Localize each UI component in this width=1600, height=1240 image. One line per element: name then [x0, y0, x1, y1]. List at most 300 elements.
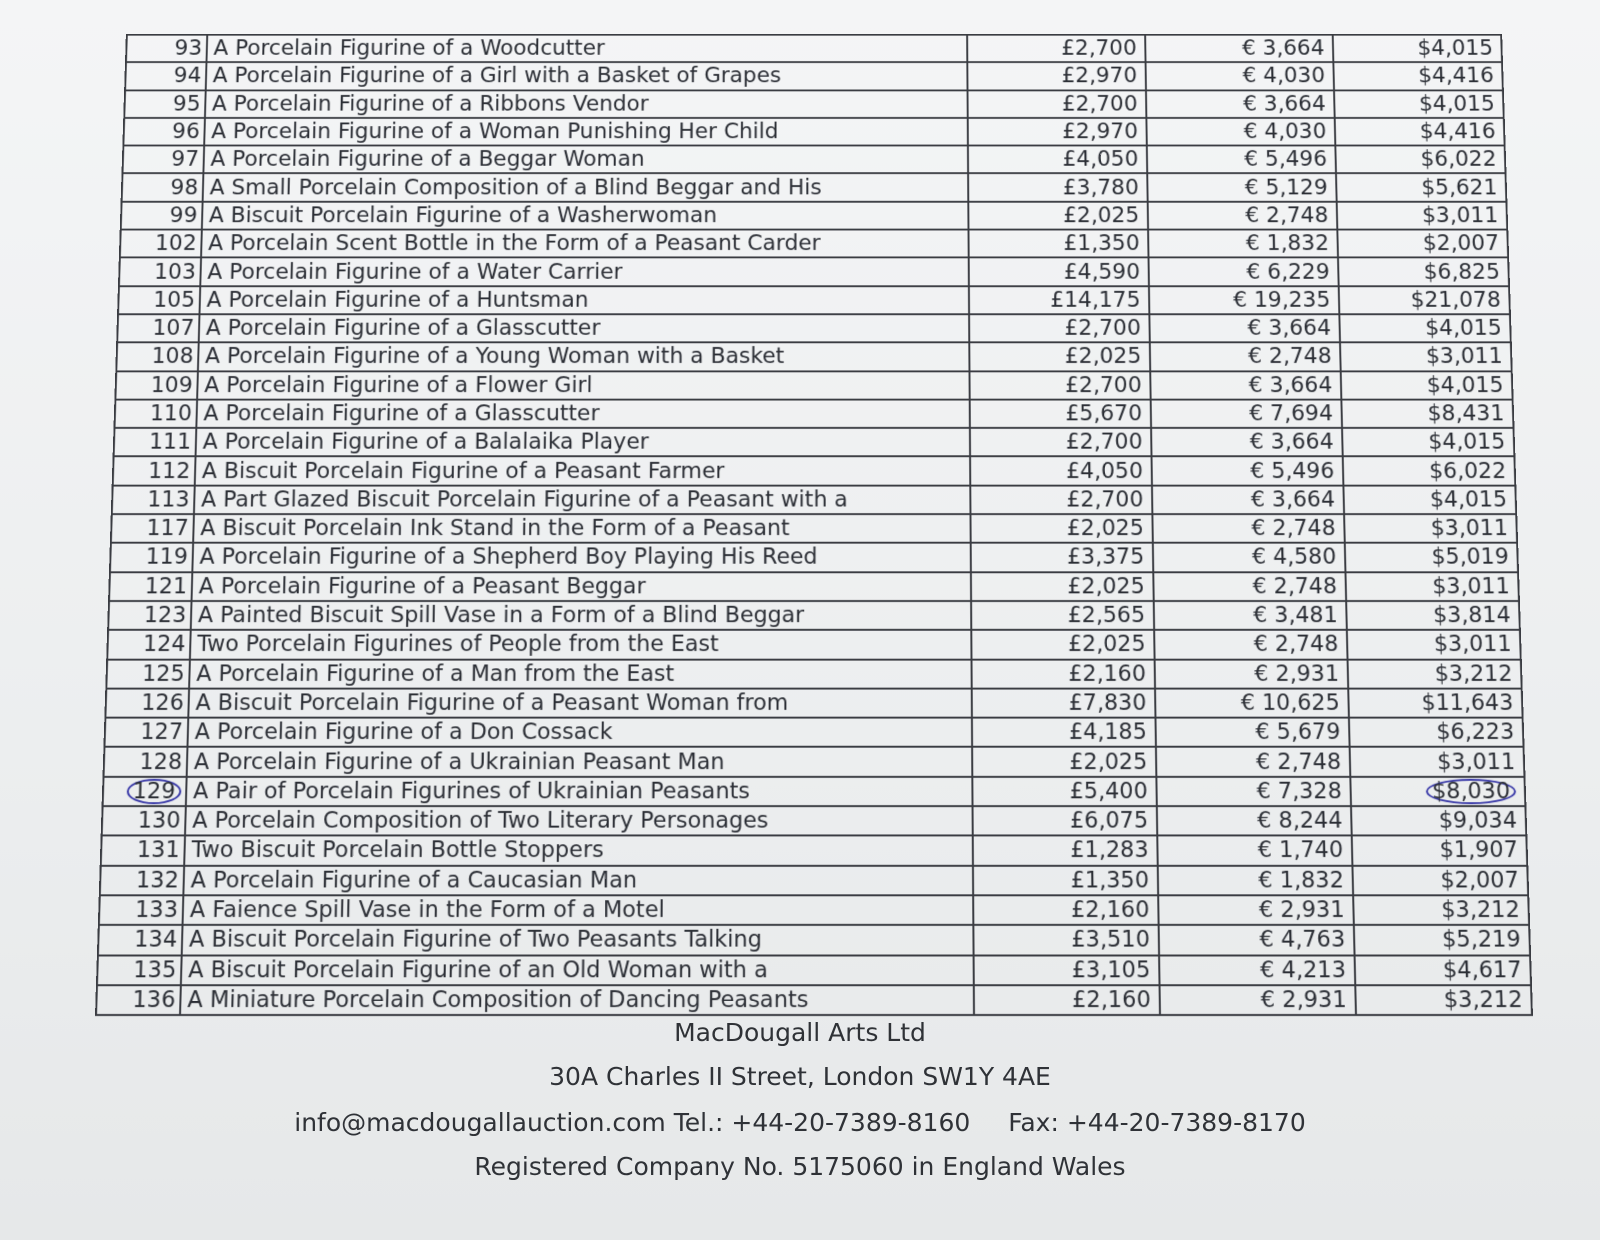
lot-description [180, 985, 974, 1015]
lot-number [115, 371, 198, 399]
price-gbp [970, 428, 1152, 457]
price-usd [1335, 118, 1505, 146]
table-row [124, 90, 1504, 118]
lot-description-text: A Porcelain Figurine of a Ukrainian Peasant Man [193, 749, 725, 775]
price-usd-text: $4,015 [1417, 36, 1494, 61]
lot-description [188, 688, 972, 717]
price-usd-text: $3,011 [1430, 516, 1509, 541]
lot-description [187, 747, 973, 776]
table-row [102, 806, 1527, 836]
lot-description-text: A Painted Biscuit Spill Vase in a Form of a Blind Beggar [197, 603, 805, 628]
price-usd-text: $1,907 [1439, 837, 1519, 864]
price-eur-text: € 4,030 [1243, 119, 1327, 144]
price-usd [1336, 174, 1506, 202]
price-eur-text: € 5,679 [1255, 719, 1341, 746]
price-eur-text: € 10,625 [1240, 690, 1340, 716]
price-gbp-text: £2,970 [1062, 119, 1139, 144]
price-eur [1155, 718, 1349, 747]
price-gbp-text: £3,375 [1066, 545, 1145, 570]
lot-description-text: A Part Glazed Biscuit Porcelain Figurine of a Peasant with a [200, 487, 848, 513]
price-gbp-text: £2,025 [1067, 632, 1146, 658]
price-gbp [972, 777, 1156, 807]
table-row [98, 925, 1530, 955]
lot-number [124, 90, 205, 118]
price-eur [1155, 659, 1349, 688]
lot-number [119, 258, 201, 286]
price-usd [1334, 90, 1504, 118]
lot-number-text: 109 [150, 372, 193, 398]
price-usd-text: $8,431 [1427, 401, 1505, 426]
price-gbp [971, 659, 1155, 688]
price-usd [1354, 925, 1530, 955]
table-row [125, 62, 1503, 90]
price-usd-text: $4,617 [1442, 957, 1522, 983]
price-eur-text: € 7,328 [1256, 778, 1343, 805]
price-usd-text: $3,011 [1432, 573, 1511, 599]
price-eur-text: € 2,748 [1245, 203, 1329, 228]
table-row [109, 572, 1519, 601]
price-usd-text: $3,814 [1432, 603, 1511, 628]
lot-number [107, 630, 190, 659]
price-eur-text: € 3,664 [1250, 487, 1336, 513]
price-eur [1155, 688, 1349, 717]
price-usd [1345, 572, 1518, 601]
lot-number-text: 133 [134, 897, 179, 923]
price-usd [1348, 659, 1522, 688]
lot-description [206, 35, 967, 63]
lot-number [106, 659, 190, 688]
price-gbp [973, 925, 1159, 955]
price-gbp-text: £2,700 [1061, 36, 1137, 61]
lot-description [195, 457, 971, 486]
price-gbp [968, 174, 1148, 202]
lot-description [196, 399, 970, 428]
lot-number [105, 688, 189, 717]
lot-number [121, 202, 203, 230]
price-usd [1339, 314, 1510, 342]
price-eur-text: € 3,664 [1241, 36, 1325, 61]
lot-description-text: A Porcelain Figurine of a Glasscutter [203, 401, 600, 426]
price-usd [1352, 865, 1528, 895]
lot-description [192, 543, 971, 572]
price-usd [1351, 806, 1526, 836]
price-gbp [973, 865, 1158, 895]
price-gbp-text: £7,830 [1068, 690, 1147, 716]
price-gbp [972, 688, 1156, 717]
table-row [112, 485, 1516, 514]
lot-number-text: 96 [171, 119, 201, 144]
table-row [122, 174, 1507, 202]
lot-description-text: A Porcelain Figurine of a Ribbons Vendor [211, 92, 649, 116]
lot-number-text: 134 [133, 927, 178, 953]
email-tel: info@macdougallauction.com Tel.: +44-20-7389-8160 [294, 1108, 971, 1137]
lot-description-text: A Porcelain Figurine of a Woman Punishing Her Child [210, 119, 779, 144]
price-gbp [969, 286, 1149, 314]
price-usd-text: $21,078 [1410, 287, 1502, 313]
price-eur [1156, 747, 1350, 776]
price-usd-text: $3,212 [1443, 987, 1523, 1013]
price-eur-text: € 2,748 [1255, 749, 1342, 775]
lot-number-text: 124 [142, 632, 186, 658]
lot-number [114, 428, 197, 457]
table-row [107, 630, 1521, 659]
price-gbp-text: £2,025 [1069, 749, 1148, 775]
price-gbp-text: £2,025 [1067, 573, 1145, 599]
lot-number-text: 99 [169, 203, 198, 228]
price-usd [1333, 62, 1503, 90]
lot-description-text: A Biscuit Porcelain Figurine of a Peasant Farmer [201, 458, 725, 484]
price-eur [1147, 174, 1336, 202]
price-eur [1146, 62, 1334, 90]
lot-number-text: 95 [172, 92, 201, 116]
lot-description-text: A Miniature Porcelain Composition of Dancing Peasants [187, 987, 809, 1013]
price-gbp [974, 955, 1160, 985]
table-row [105, 688, 1522, 717]
price-eur-text: € 4,763 [1259, 927, 1346, 953]
lot-description-text: A Porcelain Figurine of a Young Woman with a Basket [204, 344, 785, 369]
price-gbp-text: £1,283 [1070, 837, 1149, 864]
price-usd-text: $4,015 [1418, 92, 1496, 116]
price-gbp [973, 895, 1158, 925]
price-eur [1151, 399, 1342, 428]
lot-number [111, 514, 194, 543]
price-gbp-text: £2,700 [1066, 487, 1144, 513]
lot-number [123, 118, 205, 146]
price-gbp [970, 485, 1152, 514]
lot-number-text: 103 [153, 259, 197, 284]
price-gbp-text: £5,670 [1065, 401, 1143, 426]
price-eur [1158, 895, 1354, 925]
lot-description-text: A Small Porcelain Composition of a Blind Beggar and His [209, 175, 822, 200]
table-row [108, 601, 1520, 630]
table-row [113, 457, 1516, 486]
lot-description [183, 865, 973, 895]
price-gbp-text: £2,025 [1063, 203, 1140, 228]
price-usd [1342, 428, 1514, 457]
table-row [117, 314, 1511, 342]
price-eur-text: € 3,664 [1248, 372, 1333, 398]
lot-description-text: A Porcelain Composition of Two Literary Personages [192, 808, 769, 834]
lot-description-text: A Biscuit Porcelain Figurine of an Old Woman with a [187, 957, 768, 983]
price-gbp-text: £4,050 [1062, 147, 1139, 172]
table-row [103, 777, 1526, 807]
price-usd [1352, 836, 1528, 866]
price-eur-text: € 2,748 [1252, 573, 1338, 599]
price-usd [1344, 514, 1517, 543]
price-gbp-text: £2,700 [1064, 316, 1142, 341]
price-gbp-text: £4,185 [1068, 719, 1147, 746]
price-eur-text: € 19,235 [1232, 287, 1331, 313]
price-gbp [970, 457, 1152, 486]
price-usd-text: $3,212 [1434, 661, 1513, 687]
price-gbp [973, 836, 1158, 866]
price-usd [1339, 286, 1510, 314]
price-eur [1150, 371, 1341, 399]
price-gbp [971, 543, 1154, 572]
price-usd [1349, 718, 1524, 747]
price-gbp-text: £2,565 [1067, 603, 1146, 628]
fax-number: Fax: +44-20-7389-8170 [1008, 1108, 1306, 1137]
price-gbp [967, 62, 1146, 90]
price-usd [1337, 230, 1508, 258]
price-usd [1346, 601, 1520, 630]
lot-description [200, 258, 969, 286]
lot-number [104, 718, 188, 747]
lot-number-text: 119 [145, 545, 189, 570]
table-row [118, 286, 1510, 314]
lot-description [182, 925, 974, 955]
lot-description [186, 777, 973, 807]
table-row [120, 230, 1508, 258]
price-gbp [967, 35, 1145, 63]
price-usd-text: $3,011 [1433, 632, 1512, 658]
lot-description-text: A Pair of Porcelain Figurines of Ukrainian Peasants [192, 778, 750, 805]
price-usd-text: $6,825 [1423, 259, 1501, 284]
price-gbp-text: £2,700 [1065, 430, 1143, 455]
price-eur-text: € 2,748 [1247, 344, 1332, 369]
price-usd-text: $6,022 [1428, 458, 1507, 484]
lot-number [118, 286, 200, 314]
contact-line [0, 1108, 1600, 1137]
price-gbp-text: £5,400 [1069, 778, 1148, 805]
lot-number [103, 777, 187, 807]
lot-description-text: A Porcelain Figurine of a Flower Girl [203, 372, 593, 398]
lot-number [125, 62, 206, 90]
price-eur-text: € 5,129 [1244, 175, 1328, 200]
price-eur [1148, 202, 1338, 230]
lot-number-text: 127 [140, 719, 184, 746]
table-row [121, 202, 1508, 230]
price-eur [1149, 314, 1340, 342]
lot-description [206, 62, 968, 90]
price-gbp-text: £2,025 [1066, 516, 1144, 541]
lot-description-text: A Porcelain Scent Bottle in the Form of a Peasant Carder [207, 231, 821, 256]
price-gbp-text: £4,050 [1065, 458, 1144, 484]
price-gbp [969, 371, 1150, 399]
lot-number [117, 314, 199, 342]
price-usd-text: $3,011 [1421, 203, 1499, 228]
price-eur [1152, 485, 1344, 514]
registration-line: Registered Company No. 5175060 in England Wales [474, 1152, 1126, 1181]
lot-description [189, 659, 972, 688]
lot-number [108, 601, 191, 630]
price-usd [1337, 202, 1508, 230]
table-row [116, 343, 1511, 371]
price-gbp-text: £6,075 [1069, 808, 1149, 834]
lot-number-text: 126 [141, 690, 185, 716]
lot-number [114, 399, 197, 428]
price-eur [1146, 118, 1335, 146]
price-usd-text: $4,015 [1429, 487, 1508, 513]
price-gbp-text: £2,160 [1070, 897, 1150, 923]
price-gbp [972, 718, 1156, 747]
lot-description [194, 485, 971, 514]
lot-number [96, 985, 181, 1015]
lot-number [109, 572, 192, 601]
table-row [104, 718, 1523, 747]
lot-number [122, 174, 204, 202]
table-row [96, 985, 1532, 1015]
lot-description [198, 343, 970, 371]
lot-description [201, 230, 969, 258]
lot-number-text: 105 [153, 287, 196, 313]
lot-description [202, 202, 969, 230]
table-row [114, 428, 1515, 457]
price-eur-text: € 2,931 [1258, 897, 1345, 923]
price-usd-text: $3,212 [1440, 897, 1521, 923]
price-usd-text: $3,011 [1425, 344, 1503, 369]
lot-number-text: 131 [136, 837, 180, 864]
price-usd [1355, 985, 1532, 1015]
price-gbp [968, 230, 1148, 258]
price-eur-text: € 3,664 [1249, 430, 1334, 455]
lot-number [98, 925, 183, 955]
table-row [100, 865, 1528, 895]
table-row [119, 258, 1509, 286]
table-body [96, 35, 1532, 1015]
price-eur [1153, 572, 1346, 601]
lot-number [126, 35, 207, 63]
price-eur-text: € 2,748 [1251, 516, 1336, 541]
price-eur-text: € 1,740 [1257, 837, 1344, 864]
price-usd-text: $4,015 [1428, 430, 1506, 455]
table-row [122, 146, 1505, 174]
price-usd [1353, 895, 1529, 925]
lot-price-table [95, 34, 1533, 1016]
price-usd-text: $6,223 [1436, 719, 1515, 746]
price-usd-text: $4,416 [1417, 64, 1495, 89]
price-eur-text: € 1,832 [1258, 867, 1345, 894]
lot-description-text: A Porcelain Figurine of a Don Cossack [194, 719, 613, 746]
table-row [114, 399, 1513, 428]
price-usd-text: $5,219 [1441, 927, 1522, 953]
price-gbp-text: £3,105 [1071, 957, 1151, 983]
price-eur-text: € 4,580 [1251, 545, 1337, 570]
price-eur [1147, 146, 1336, 174]
price-usd [1350, 747, 1525, 776]
lot-description-text: A Porcelain Figurine of a Glasscutter [205, 316, 601, 341]
lot-number-text: 130 [137, 808, 181, 834]
lot-number-text: 111 [148, 430, 192, 455]
lot-number-text: 93 [174, 36, 203, 61]
price-usd [1340, 343, 1512, 371]
lot-number [113, 457, 196, 486]
price-usd [1341, 371, 1513, 399]
price-gbp [968, 202, 1148, 230]
price-gbp [969, 258, 1149, 286]
price-usd-text: $4,416 [1419, 119, 1496, 144]
price-usd-text: $4,015 [1424, 316, 1503, 341]
price-gbp-text: £3,780 [1062, 175, 1139, 200]
lot-number [122, 146, 204, 174]
price-eur [1150, 343, 1341, 371]
lot-description [203, 146, 968, 174]
lot-description-text: A Porcelain Figurine of a Woodcutter [213, 36, 605, 61]
table-row [115, 371, 1512, 399]
lot-description-text: A Biscuit Porcelain Figurine of Two Peasants Talking [188, 927, 763, 953]
price-eur [1159, 955, 1355, 985]
lot-description [203, 174, 969, 202]
lot-description [197, 371, 970, 399]
price-usd [1347, 630, 1521, 659]
price-gbp [971, 572, 1154, 601]
price-eur [1156, 777, 1351, 807]
price-eur [1152, 514, 1344, 543]
price-eur [1154, 630, 1347, 659]
price-eur-text: € 3,664 [1243, 92, 1326, 116]
price-usd-text: $4,015 [1426, 372, 1504, 398]
price-eur-text: € 4,213 [1259, 957, 1347, 983]
lot-number [116, 343, 198, 371]
lot-description-text: A Faience Spill Vase in the Form of a Motel [189, 897, 665, 923]
price-gbp-text: £2,160 [1071, 987, 1151, 1013]
price-eur-text: € 2,931 [1254, 661, 1340, 687]
price-gbp-text: £2,025 [1064, 344, 1142, 369]
table-row [104, 747, 1525, 776]
price-usd [1333, 35, 1502, 63]
table-row [110, 543, 1518, 572]
price-gbp [970, 399, 1151, 428]
price-eur-text: € 3,664 [1247, 316, 1332, 341]
lot-number-text: 117 [146, 516, 189, 541]
price-usd [1341, 399, 1513, 428]
lot-description-text: A Porcelain Figurine of a Peasant Beggar [198, 573, 646, 599]
lot-number-text: 112 [147, 458, 191, 484]
lot-number-text: 94 [173, 64, 202, 89]
price-eur [1160, 985, 1356, 1015]
lot-description-text: A Biscuit Porcelain Figurine of a Peasant Woman from [195, 690, 789, 716]
table-row [97, 955, 1531, 985]
lot-description-text: A Biscuit Porcelain Figurine of a Washerwoman [208, 203, 718, 228]
lot-number-text: 113 [147, 487, 190, 513]
price-usd [1350, 777, 1525, 807]
price-usd-text: $5,019 [1431, 545, 1510, 570]
lot-description [205, 90, 968, 118]
lot-description-text: A Porcelain Figurine of a Shepherd Boy Playing His Reed [199, 545, 818, 570]
price-eur-text: € 8,244 [1257, 808, 1343, 834]
lot-number-text: 107 [152, 316, 195, 341]
price-usd [1355, 955, 1531, 985]
price-eur [1154, 601, 1347, 630]
price-gbp [971, 630, 1154, 659]
price-gbp [970, 514, 1152, 543]
lot-description-text: Two Biscuit Porcelain Bottle Stoppers [191, 837, 604, 864]
price-gbp-text: £2,700 [1061, 92, 1138, 116]
lot-description [204, 118, 968, 146]
price-gbp-text: £2,970 [1061, 64, 1138, 89]
price-gbp-text: £2,160 [1068, 661, 1147, 687]
lot-description [183, 895, 974, 925]
table-row [123, 118, 1504, 146]
lot-number [101, 836, 185, 866]
price-eur [1157, 836, 1352, 866]
price-gbp [969, 314, 1150, 342]
price-eur [1152, 457, 1344, 486]
table-row [99, 895, 1529, 925]
lot-description-text: Two Porcelain Figurines of People from the East [196, 632, 719, 658]
lot-number-text: 125 [141, 661, 185, 687]
lot-description [190, 630, 972, 659]
lot-description-text: A Porcelain Figurine of a Huntsman [206, 287, 589, 313]
price-eur [1148, 230, 1338, 258]
lot-number [110, 543, 193, 572]
price-usd-text: $9,034 [1438, 808, 1518, 834]
price-gbp-text: £1,350 [1070, 867, 1150, 894]
price-eur-text: € 1,832 [1245, 231, 1330, 256]
price-eur-text: € 2,748 [1253, 632, 1339, 658]
lot-number [102, 806, 186, 836]
price-usd-text: $6,022 [1420, 147, 1497, 172]
